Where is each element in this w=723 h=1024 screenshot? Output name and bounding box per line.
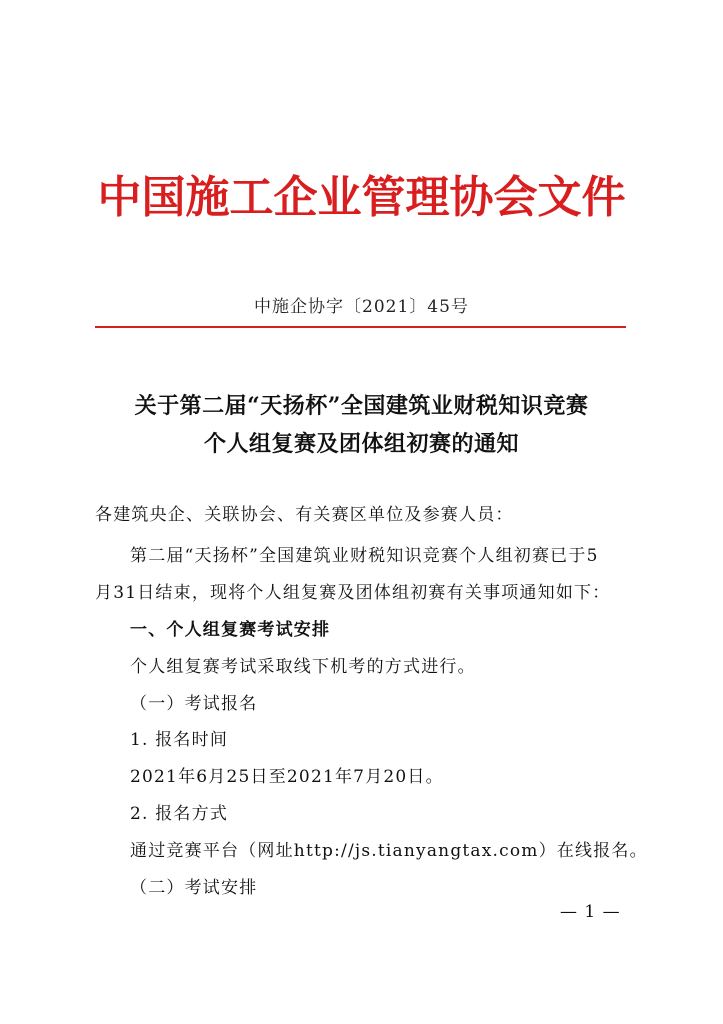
intro-paragraph-line-2: 月31日结束，现将个人组复赛及团体组初赛有关事项通知如下： — [95, 583, 611, 603]
item-2-text: 通过竞赛平台（网址http://js.tianyangtax.com）在线报名。 — [130, 841, 648, 861]
item-2-heading: 2. 报名方式 — [130, 804, 229, 824]
section-1-text: 个人组复赛考试采取线下机考的方式进行。 — [130, 657, 476, 677]
subsection-2-heading: （二）考试安排 — [130, 878, 258, 898]
notice-title-line-1: 关于第二届“天扬杯”全国建筑业财税知识竞赛 — [134, 393, 589, 419]
document-number: 中施企协字〔2021〕45号 — [254, 297, 469, 317]
red-divider-line — [95, 326, 626, 328]
notice-title-line-2: 个人组复赛及团体组初赛的通知 — [203, 431, 519, 457]
section-1-heading: 一、个人组复赛考试安排 — [130, 620, 331, 640]
page-number: — 1 — — [560, 902, 621, 922]
item-1-text: 2021年6月25日至2021年7月20日。 — [130, 767, 444, 787]
intro-paragraph-line-1: 第二届“天扬杯”全国建筑业财税知识竞赛个人组初赛已于5 — [130, 546, 599, 566]
item-1-heading: 1. 报名时间 — [130, 730, 229, 750]
subsection-1-heading: （一）考试报名 — [130, 694, 258, 714]
issuer-header-title: 中国施工企业管理协会文件 — [97, 172, 626, 223]
salutation: 各建筑央企、关联协会、有关赛区单位及参赛人员： — [95, 505, 514, 525]
